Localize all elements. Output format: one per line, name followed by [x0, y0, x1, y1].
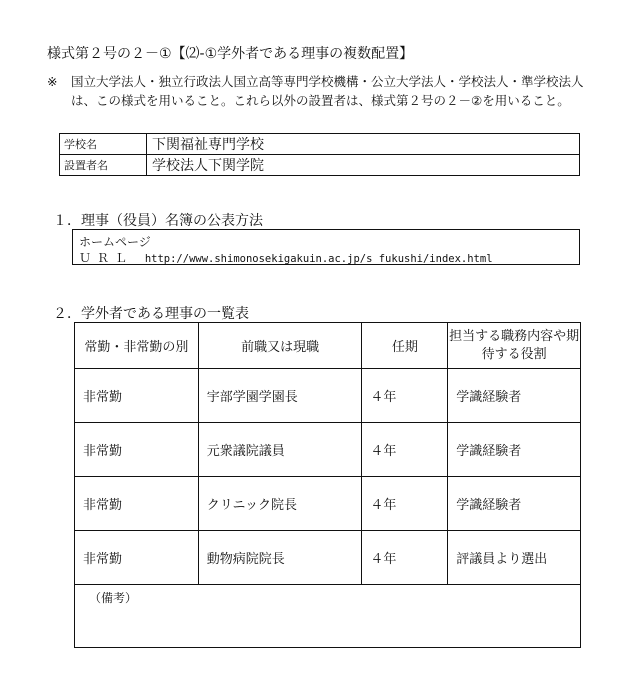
term-cell: ４年: [362, 369, 448, 423]
header-employment-type: 常勤・非常勤の別: [75, 323, 199, 369]
term-cell: ４年: [362, 531, 448, 585]
table-row: [75, 423, 581, 477]
position-cell: 元衆議院議員: [198, 423, 362, 477]
school-name-row: [60, 134, 580, 155]
table-row: [75, 531, 581, 585]
section1-heading: １．理事（役員）名簿の公表方法: [53, 213, 263, 229]
header-role: 担当する職務内容や期待する役割: [448, 323, 581, 369]
founder-label: 設置者名: [60, 155, 147, 176]
school-info-table: [59, 133, 580, 176]
url-label: ＵＲＬ: [79, 251, 134, 265]
employment-type-cell: 非常勤: [75, 531, 199, 585]
school-label: 学校名: [60, 134, 147, 155]
remarks-cell: （備考）: [75, 585, 581, 648]
position-cell: 動物病院院長: [198, 531, 362, 585]
school-name: 下関福祉専門学校: [147, 134, 580, 155]
table-header-row: [75, 323, 581, 369]
role-cell: 学識経験者: [448, 369, 581, 423]
homepage-url[interactable]: http://www.shimonosekigakuin.ac.jp/s_fukushi/index.html: [144, 253, 493, 265]
section2-heading: ２．学外者である理事の一覧表: [53, 306, 249, 322]
document-title: 様式第２号の２－①【⑵-①学外者である理事の複数配置】: [47, 46, 414, 62]
homepage-label: ホームページ: [79, 235, 151, 249]
note-text: 国立大学法人・独立行政法人国立高等専門学校機構・公立大学法人・学校法人・準学校法人は、この様式を用いること。これら以外の設置者は、様式第２号の２－②を用いること。: [71, 74, 584, 108]
note-mark: ※: [47, 74, 58, 89]
publication-method-box: [72, 229, 580, 265]
employment-type-cell: 非常勤: [75, 423, 199, 477]
role-cell: 学識経験者: [448, 423, 581, 477]
founder-name-row: [60, 155, 580, 176]
outside-directors-table: [74, 322, 581, 648]
usage-note: [47, 72, 592, 110]
term-cell: ４年: [362, 423, 448, 477]
position-cell: クリニック院長: [198, 477, 362, 531]
header-position: 前職又は現職: [198, 323, 362, 369]
header-term: 任期: [362, 323, 448, 369]
role-cell: 評議員より選出: [448, 531, 581, 585]
remarks-row: [75, 585, 581, 648]
term-cell: ４年: [362, 477, 448, 531]
role-cell: 学識経験者: [448, 477, 581, 531]
table-row: [75, 369, 581, 423]
table-row: [75, 477, 581, 531]
position-cell: 宇部学園学園長: [198, 369, 362, 423]
employment-type-cell: 非常勤: [75, 477, 199, 531]
employment-type-cell: 非常勤: [75, 369, 199, 423]
founder-name: 学校法人下関学院: [147, 155, 580, 176]
url-line: [79, 249, 493, 266]
